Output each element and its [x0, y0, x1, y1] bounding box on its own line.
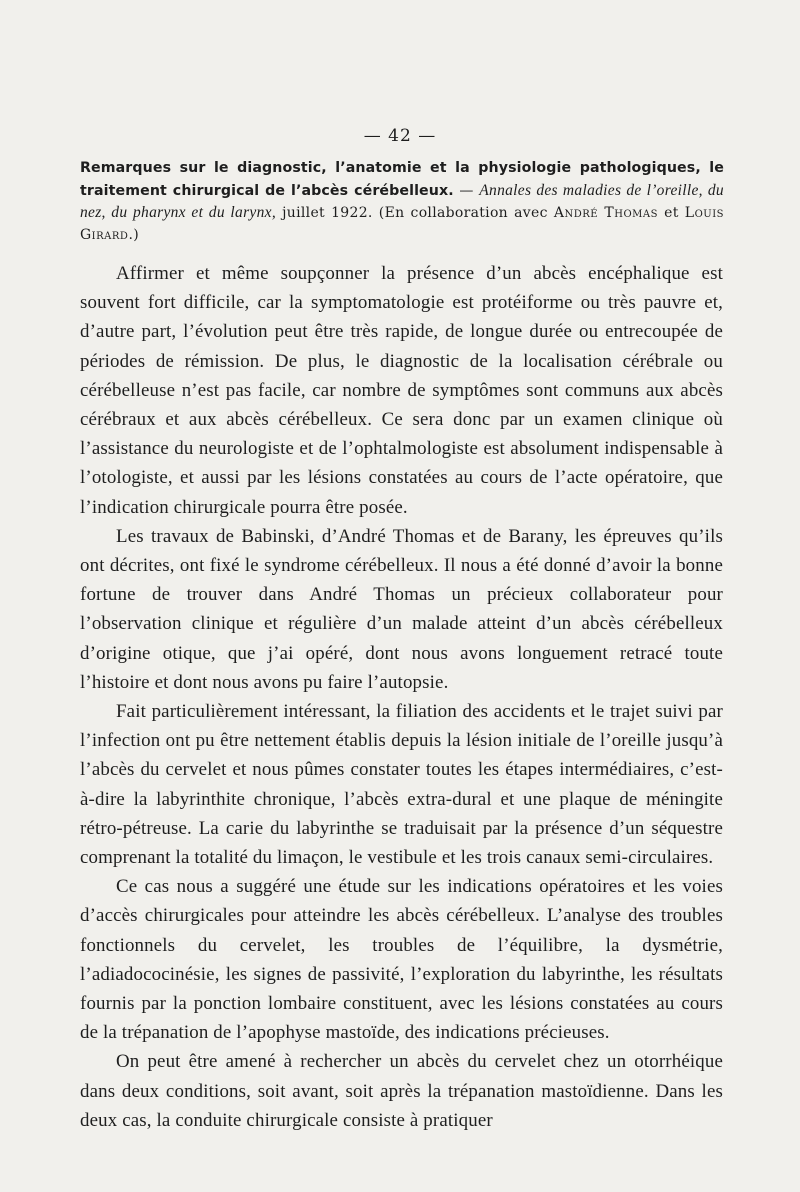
reference-journal: Annales des maladies de l’oreille, du nez, du pharynx et du larynx,: [80, 181, 724, 221]
reference-and: et: [657, 205, 685, 221]
reference-dash: —: [453, 182, 480, 199]
body-text: [80, 259, 723, 1135]
paragraph-2: Les travaux de Babinski, d’André Thomas et de Barany, les épreuves qu’ils ont décrites, ont fixé le syndrome cérébelleux. Il nous a été donné d’avoir la bonne fortune de trouver dans André Thomas un précieux collaborateur pour l’observation clinique et régulière d’un malade atteint d’un abcès cérébelleux d’origine otique, que j’ai opéré, dont nous avons longuement retracé toute l’histoire et dont nous avons pu faire l’autopsie.: [80, 525, 723, 693]
paragraph-5: On peut être amené à rechercher un abcès du cervelet chez un otorrhéique dans deux conditions, soit avant, soit après la trépanation mastoïdienne. Dans les deux cas, la conduite chirurgicale consiste à pratiquer: [80, 1051, 723, 1131]
reference-date: juillet 1922. (En collaboration avec: [276, 205, 554, 221]
reference-author-1: André Thomas: [553, 205, 658, 221]
paragraph-1: Affirmer et même soupçonner la présence d’un abcès encéphalique est souvent fort difficile, car la symptomatologie est protéiforme ou très pauvre et, d’autre part, l’évolution peut être très rapide, de longue durée ou entrecoupée de périodes de rémission. De plus, le diagnostic de la localisation cérébrale ou cérébelleuse n’est pas facile, car nombre de symptômes sont communs aux abcès cérébraux et aux abcès cérébelleux. Ce sera donc par un examen clinique où l’assistance du neurologiste et de l’ophtalmologiste est absolument indispensable à l’otologiste, et aussi par les lésions constatées au cours de l’acte opératoire, que l’indication chirurgicale pourra être posée.: [80, 263, 723, 518]
reference-author-2: Louis Girard: [80, 205, 725, 243]
paragraph-4: Ce cas nous a suggéré une étude sur les indications opératoires et les voies d’accès chirurgicales pour atteindre les abcès cérébelleux. L’analyse des troubles fonctionnels du cervelet, les troubles de l’équilibre, la dysmétrie, l’adiadococinésie, les signes de passivité, l’exploration du labyrinthe, les résultats fournis par la ponction lombaire constituent, avec les lésions constatées au cours de la trépanation de l’apophyse mastoïde, des indications précieuses.: [80, 876, 723, 1044]
reference-close: .): [128, 226, 139, 243]
paragraph-3: Fait particulièrement intéressant, la filiation des accidents et le trajet suivi par l’infection ont pu être nettement établis depuis la lésion initiale de l’oreille jusqu’à l’abcès du cervelet et nous pûmes constater toutes les étapes intermédiaires, c’est-à-dire la labyrinthite chronique, l’abcès extra-dural et une plaque de méningite rétro-pétreuse. La carie du labyrinthe se traduisait par la présence d’un séquestre comprenant la totalité du limaçon, le vestibule et les trois canaux semi-circulaires.: [80, 701, 723, 869]
page-number: — 42 —: [363, 126, 437, 146]
reference-title: Remarques sur le diagnostic, l’anatomie et la physiologie pathologiques, le traitement chirurgical de l’abcès cérébelleux.: [80, 160, 724, 199]
bibliographic-reference: [80, 158, 724, 246]
